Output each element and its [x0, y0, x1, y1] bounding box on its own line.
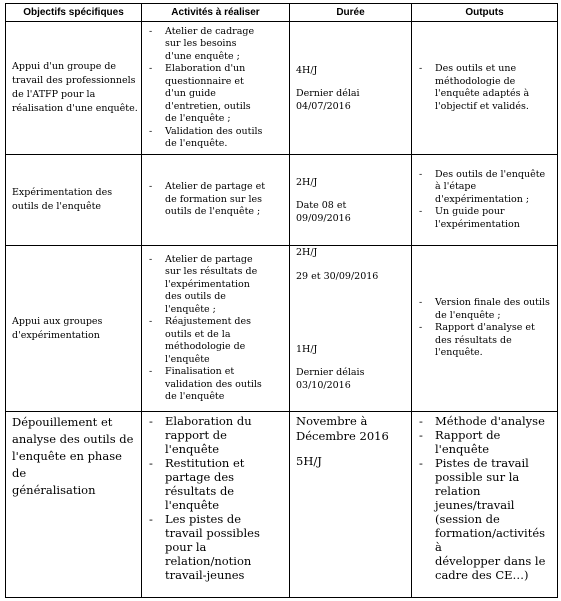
table-row: [6, 412, 558, 598]
table-header-row: [6, 4, 558, 22]
table-row: [6, 22, 558, 155]
activities-cell: [142, 412, 290, 598]
activity-item: - Elaboration d'un questionnaire et d'un guide d'entretien, outils de l'enquête ;: [145, 63, 286, 126]
activity-item: - Validation des outils de l'enquête.: [145, 126, 286, 151]
output-item: - Un guide pour l'expérimentation: [415, 206, 554, 231]
objective-cell: Expérimentation des outils de l'enquête: [6, 155, 142, 246]
header-activites: Activités à réaliser: [142, 4, 290, 22]
table-row: [6, 155, 558, 246]
activity-item: - Réajustement des outils et de la méthodologie de l'enquête: [145, 316, 286, 366]
output-item: - Des outils et une méthodologie de l'enquête adaptés à l'objectif et validés.: [415, 63, 554, 113]
outputs-cell: [412, 155, 558, 246]
outputs-cell: [412, 412, 558, 598]
output-item: - Des outils de l'enquête à l'étape d'expérimentation ;: [415, 169, 554, 207]
output-item: - Rapport de l'enquête: [415, 428, 554, 456]
activity-item: - Atelier de partage sur les résultats de l'expérimentation des outils de l'enquête ;: [145, 254, 286, 317]
objective-cell: Dépouillement et analyse des outils de l'enquête en phase de généralisation: [6, 412, 142, 598]
output-item: - Version finale des outils de l'enquête ;: [415, 297, 554, 322]
objective-cell: Appui aux groupes d'expérimentation: [6, 246, 142, 412]
header-outputs: Outputs: [412, 4, 558, 22]
activities-cell: [142, 246, 290, 412]
activity-item: - Finalisation et validation des outils de l'enquête: [145, 366, 286, 404]
duration-cell: 4H/J Dernier délai 04/07/2016: [290, 22, 412, 155]
activity-item: - Les pistes de travail possibles pour la relation/notion travail-jeunes: [145, 512, 286, 582]
header-objectifs: Objectifs spécifiques: [6, 4, 142, 22]
duration-cell: 2H/J 29 et 30/09/2016 1H/J Dernier délais 03/10/2016: [290, 246, 412, 412]
output-item: - Rapport d'analyse et des résultats de l'enquête.: [415, 322, 554, 360]
activity-item: - Elaboration du rapport de l'enquête: [145, 414, 286, 456]
header-duree: Durée: [290, 4, 412, 22]
activities-cell: [142, 155, 290, 246]
duration-cell: 2H/J Date 08 et 09/09/2016: [290, 155, 412, 246]
outputs-cell: [412, 22, 558, 155]
activities-cell: [142, 22, 290, 155]
activity-item: - Restitution et partage des résultats de l'enquête: [145, 456, 286, 512]
activity-item: - Atelier de partage et de formation sur les outils de l'enquête ;: [145, 181, 286, 219]
output-item: - Pistes de travail possible sur la relation jeunes/travail (session de formation/activités à développer dans le cadre des CE…): [415, 456, 554, 582]
duration-cell: Novembre à Décembre 2016 5H/J: [290, 412, 412, 598]
table-row: [6, 246, 558, 412]
output-item: - Méthode d'analyse: [415, 414, 554, 428]
activity-item: - Atelier de cadrage sur les besoins d'une enquête ;: [145, 26, 286, 64]
activities-table: [5, 3, 558, 598]
objective-cell: Appui d'un groupe de travail des professionnels de l'ATFP pour la réalisation d'une enquête.: [6, 22, 142, 155]
outputs-cell: [412, 246, 558, 412]
